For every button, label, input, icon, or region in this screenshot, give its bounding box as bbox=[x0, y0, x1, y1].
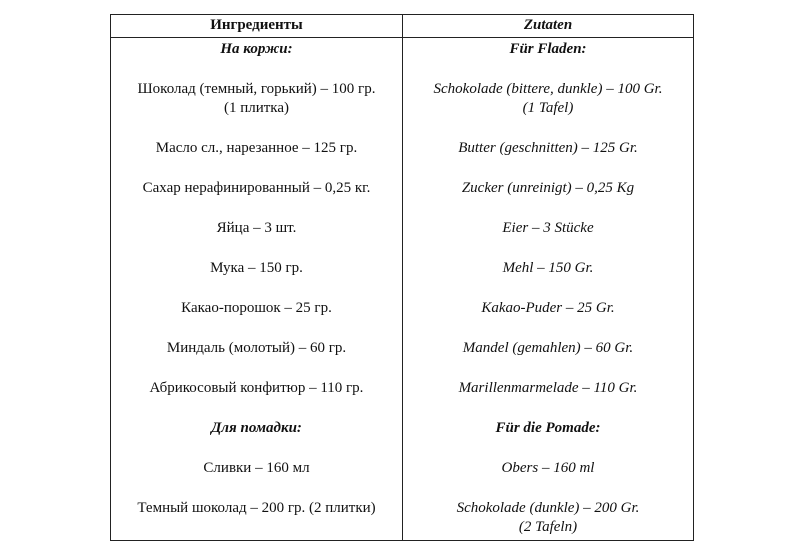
ingredient-butter-ru: Масло сл., нарезанное – 125 гр. bbox=[155, 140, 358, 156]
header-russian: Ингредиенты bbox=[111, 15, 403, 38]
ingredient-cocoa-ru: Какао-порошок – 25 гр. bbox=[181, 300, 332, 316]
header-german: Zutaten bbox=[403, 15, 694, 38]
ingredients-table bbox=[110, 14, 694, 541]
ingredient-cocoa-de: Kakao-Puder – 25 Gr. bbox=[481, 300, 615, 316]
section-title-glaze-de: Für die Pomade: bbox=[495, 420, 601, 436]
ingredient-apricot-jam-ru: Абрикосовый конфитюр – 110 гр. bbox=[149, 380, 364, 396]
ingredient-butter-de: Butter (geschnitten) – 125 Gr. bbox=[458, 140, 638, 156]
ingredient-cream-de: Obers – 160 ml bbox=[501, 460, 595, 476]
table-row bbox=[111, 38, 694, 541]
ingredient-dark-chocolate-de: Schokolade (dunkle) – 200 Gr. bbox=[456, 500, 640, 516]
ingredient-chocolate-qty-de: (1 Tafel) bbox=[522, 100, 574, 116]
ingredient-apricot-jam-de: Marillenmarmelade – 110 Gr. bbox=[458, 380, 638, 396]
section-title-glaze-ru: Для помадки: bbox=[211, 420, 302, 436]
table-header-row bbox=[111, 15, 694, 38]
ingredient-sugar-ru: Сахар нерафинированный – 0,25 кг. bbox=[142, 180, 371, 196]
ingredient-eggs-de: Eier – 3 Stücke bbox=[502, 220, 594, 236]
ingredient-chocolate-ru: Шоколад (темный, горький) – 100 гр. bbox=[137, 81, 376, 97]
ingredient-flour-ru: Мука – 150 гр. bbox=[210, 260, 303, 276]
russian-ingredients-cell bbox=[111, 38, 403, 541]
ingredient-almond-de: Mandel (gemahlen) – 60 Gr. bbox=[462, 340, 634, 356]
ingredient-chocolate-de: Schokolade (bittere, dunkle) – 100 Gr. bbox=[433, 81, 663, 97]
ingredient-dark-chocolate-qty-de: (2 Tafeln) bbox=[518, 519, 578, 535]
section-title-crust-ru: На коржи: bbox=[220, 41, 293, 57]
german-ingredients-cell bbox=[403, 38, 694, 541]
ingredient-dark-chocolate-ru: Темный шоколад – 200 гр. (2 плитки) bbox=[137, 500, 376, 516]
section-title-crust-de: Für Fladen: bbox=[509, 41, 587, 57]
ingredient-cream-ru: Сливки – 160 мл bbox=[203, 460, 310, 476]
ingredient-eggs-ru: Яйца – 3 шт. bbox=[216, 220, 297, 236]
ingredient-sugar-de: Zucker (unreinigt) – 0,25 Kg bbox=[461, 180, 635, 196]
ingredient-flour-de: Mehl – 150 Gr. bbox=[502, 260, 594, 276]
ingredient-almond-ru: Миндаль (молотый) – 60 гр. bbox=[166, 340, 347, 356]
ingredient-chocolate-qty-ru: (1 плитка) bbox=[223, 100, 290, 116]
